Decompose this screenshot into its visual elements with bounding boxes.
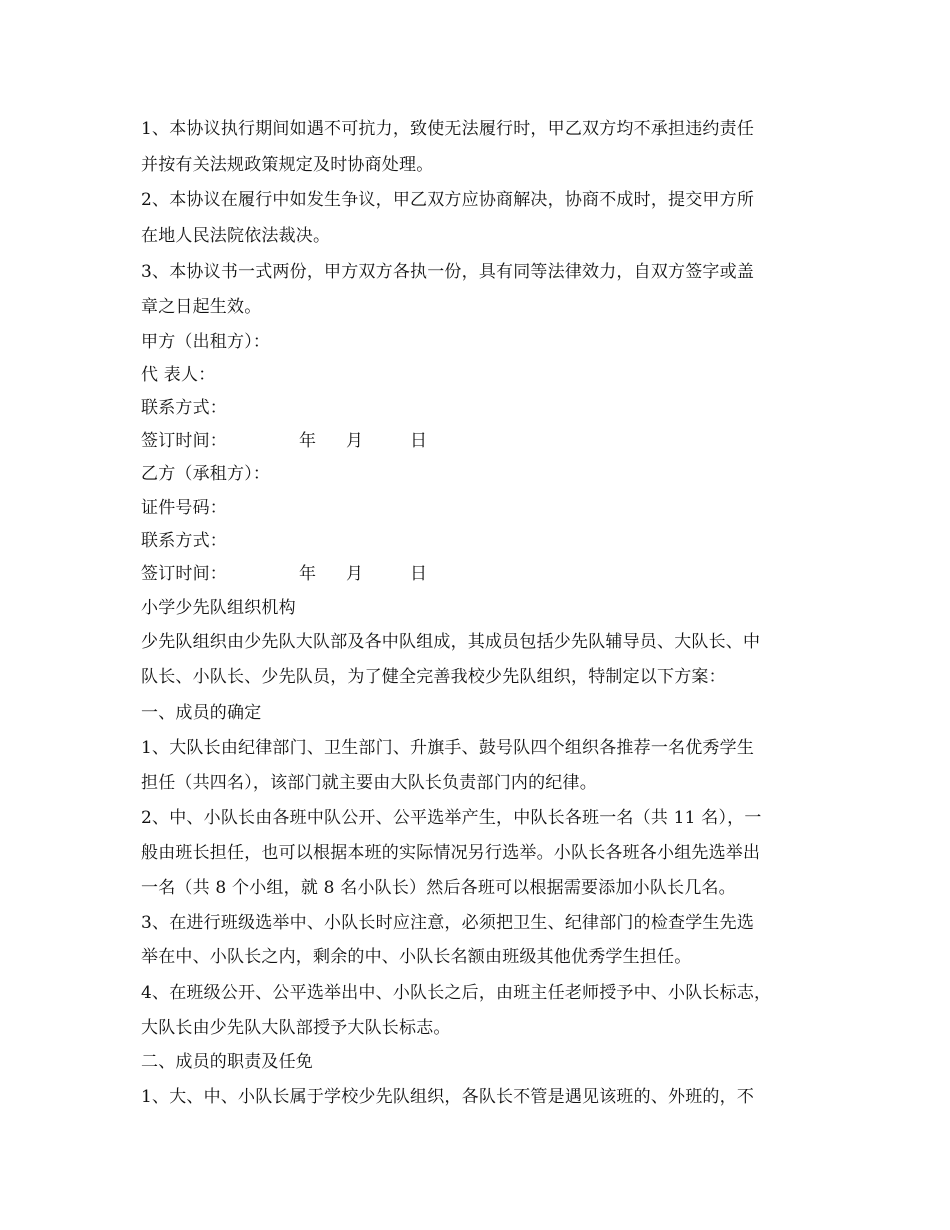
party-a-signing-date	[141, 429, 821, 453]
party-b-signing-date	[141, 562, 821, 586]
party-a-contact: 联系方式：	[141, 398, 227, 418]
org-intro-line-2: 队长、小队长、少先队员，为了健全完善我校少先队组织，特制定以下方案：	[141, 667, 726, 687]
party-b-id-number: 证件号码：	[141, 498, 227, 518]
section-1-heading: 一、成员的确定	[141, 703, 262, 723]
party-b-month-label: 月	[346, 564, 364, 584]
party-b-title: 乙方（承租方）：	[141, 464, 271, 484]
party-b-contact: 联系方式：	[141, 531, 227, 551]
section-2-item-1-line-1: 1、大、中、小队长属于学校少先队组织，各队长不管是遇见该班的、外班的，不	[141, 1087, 755, 1107]
party-b-date-fields	[299, 562, 427, 586]
section-2-heading: 二、成员的职责及任免	[141, 1052, 313, 1072]
section-1-item-2-line-1: 2、中、小队长由各班中队公开、公平选举产生，中队长各班一名（共 11 名），一	[141, 808, 762, 828]
party-a-day-label: 日	[410, 431, 428, 451]
clause-3-line-2: 章之日起生效。	[141, 297, 262, 317]
org-intro-line-1: 少先队组织由少先队大队部及各中队组成，其成员包括少先队辅导员、大队长、中	[141, 632, 761, 652]
party-b-date-label: 签订时间：	[141, 564, 227, 584]
clause-3-line-1: 3、本协议书一式两份，甲方双方各执一份，具有同等法律效力，自双方签字或盖	[141, 262, 755, 282]
clause-2-line-1: 2、本协议在履行中如发生争议，甲乙双方应协商解决，协商不成时，提交甲方所	[141, 190, 755, 210]
party-a-year-label: 年	[299, 431, 317, 451]
clause-1-line-2: 并按有关法规政策规定及时协商处理。	[141, 155, 434, 175]
section-1-item-3-line-1: 3、在进行班级选举中、小队长时应注意，必须把卫生、纪律部门的检查学生先选	[141, 913, 755, 933]
party-a-representative: 代 表人：	[141, 365, 216, 385]
section-1-item-1-line-1: 1、大队长由纪律部门、卫生部门、升旗手、鼓号队四个组织各推荐一名优秀学生	[141, 738, 755, 758]
section-1-item-4-line-2: 大队长由少先队大队部授予大队长标志。	[141, 1018, 451, 1038]
party-a-date-label: 签订时间：	[141, 431, 227, 451]
party-b-day-label: 日	[410, 564, 428, 584]
section-1-item-4-line-1: 4、在班级公开、公平选举出中、小队长之后，由班主任老师授予中、小队长标志，	[141, 983, 772, 1003]
section-1-item-2-line-2: 般由班长担任，也可以根据本班的实际情况另行选举。小队长各班各小组先选举出	[141, 843, 761, 863]
section-1-item-3-line-2: 举在中、小队长之内，剩余的中、小队长名额由班级其他优秀学生担任。	[141, 947, 692, 967]
party-b-year-label: 年	[299, 564, 317, 584]
section-1-item-1-line-2: 担任（共四名），该部门就主要由大队长负责部门内的纪律。	[141, 773, 597, 793]
party-a-date-fields	[299, 429, 427, 453]
section-1-item-2-line-3: 一名（共 8 个小组，就 8 名小队长）然后各班可以根据需要添加小队长几名。	[141, 878, 736, 898]
party-a-title: 甲方（出租方）：	[141, 332, 271, 352]
clause-1-line-1: 1、本协议执行期间如遇不可抗力，致使无法履行时，甲乙双方均不承担违约责任	[141, 119, 755, 139]
clause-2-line-2: 在地人民法院依法裁决。	[141, 226, 331, 246]
party-a-month-label: 月	[346, 431, 364, 451]
org-heading: 小学少先队组织机构	[141, 598, 296, 618]
